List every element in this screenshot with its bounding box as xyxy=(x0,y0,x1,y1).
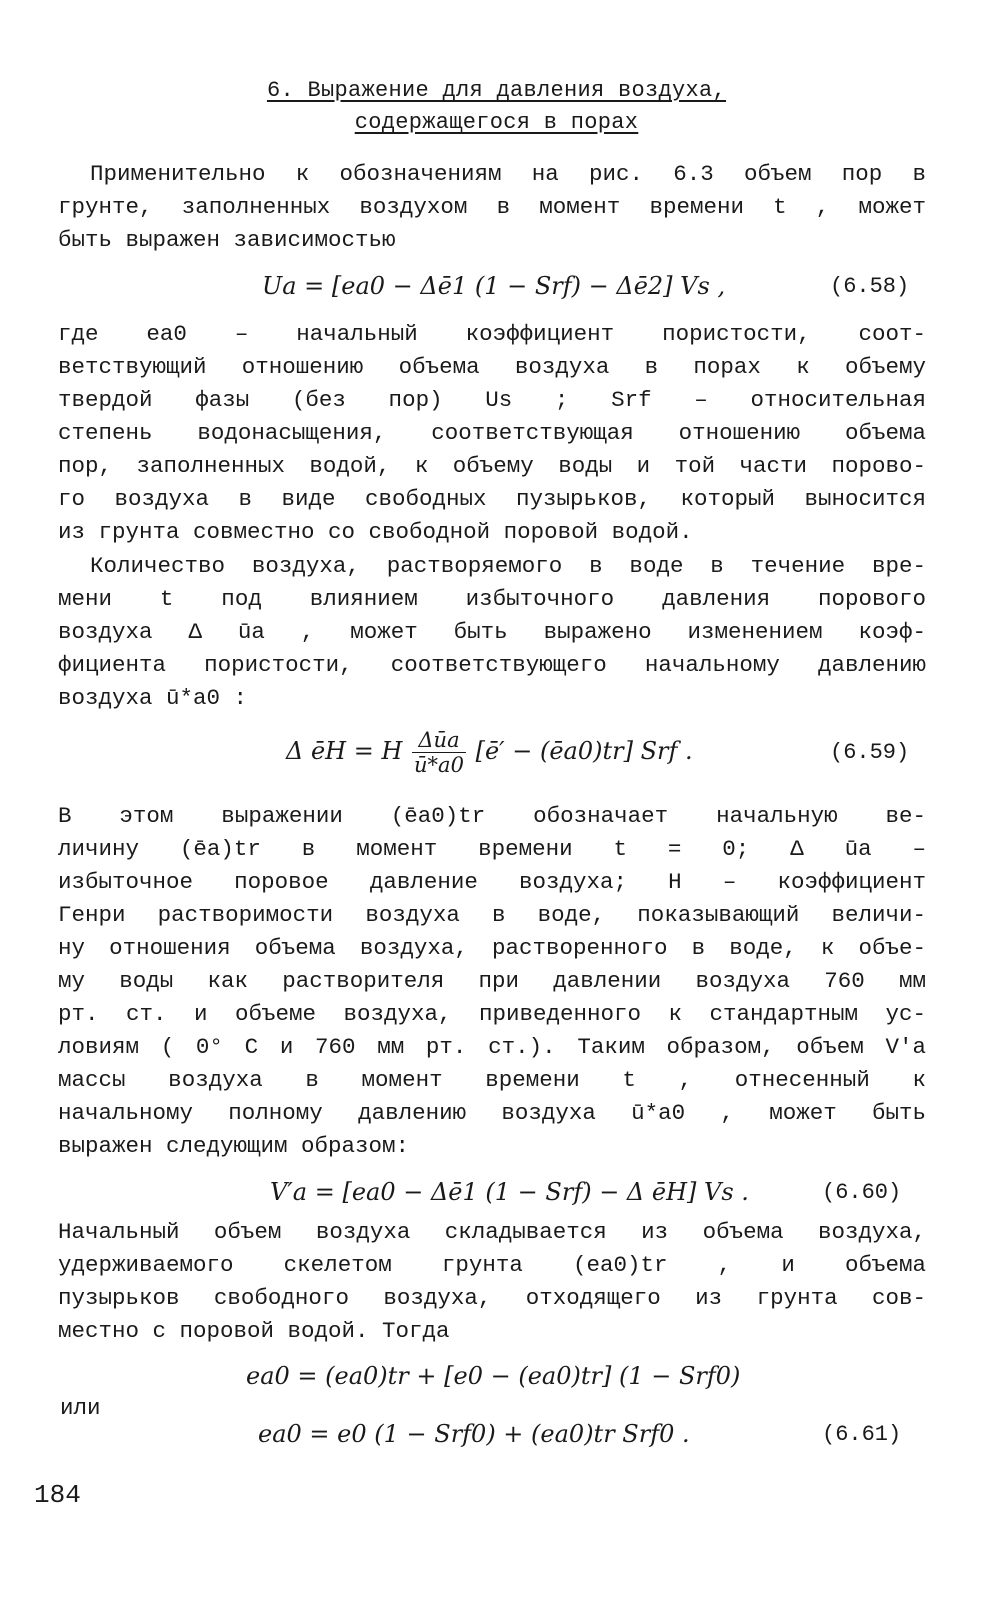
p4-line-9: массы воздуха в момент времени t , отнесенный к xyxy=(58,1067,926,1093)
p4-line-7: рт. ст. и объеме воздуха, приведенного к стандартным ус- xyxy=(58,1001,926,1027)
eq59-numerator: Δūa xyxy=(412,728,466,753)
equation-number-6-61: (6.61) xyxy=(822,1422,902,1447)
equation-number-6-59: (6.59) xyxy=(830,740,910,765)
p4-line-5: ну отношения объема воздуха, растворенного в воде, к объе- xyxy=(58,935,926,961)
page-number: 184 xyxy=(34,1480,81,1510)
equation-6-58: Ua = [ea0 − Δē1 (1 − Srf) − Δē2] Vs , xyxy=(262,272,726,300)
equation-number-6-58: (6.58) xyxy=(830,274,910,299)
p4-line-1: В этом выражении (ēa0)tr обозначает начальную ве- xyxy=(58,803,926,829)
equation-6-60: V′a = [ea0 − Δē1 (1 − Srf) − Δ ēH] Vs . xyxy=(270,1178,749,1206)
p5-line-4: местно с поровой водой. Тогда xyxy=(58,1318,450,1344)
equation-6-61a: ea0 = (ea0)tr + [e0 − (ea0)tr] (1 − Srf0) xyxy=(246,1362,741,1390)
or-word: или xyxy=(60,1395,101,1421)
eq59-fraction xyxy=(412,728,466,777)
p3-line-3: воздуха Δ ūa , может быть выражено изменением коэф- xyxy=(58,619,926,645)
p3-line-1: Количество воздуха, растворяемого в воде в течение вре- xyxy=(90,553,926,579)
equation-6-61b: ea0 = e0 (1 − Srf0) + (ea0)tr Srf0 . xyxy=(258,1420,690,1448)
p2-line-1: где ea0 – начальный коэффициент пористости, соот- xyxy=(58,321,926,347)
p2-line-4: степень водонасыщения, соответствующая отношению объема xyxy=(58,420,926,446)
p2-line-5: пор, заполненных водой, к объему воды и той части порово- xyxy=(58,453,926,479)
p3-line-4: фициента пористости, соответствующего начальному давлению xyxy=(58,652,926,678)
eq59-left: Δ ēH = H xyxy=(286,737,403,765)
section-heading-line1: 6. Выражение для давления воздуха, xyxy=(266,78,727,103)
p3-line-5: воздуха ū*a0 : xyxy=(58,685,248,711)
eq59-right: [ē′ − (ēa0)tr] Srf . xyxy=(475,737,693,765)
p2-line-2: ветствующий отношению объема воздуха в порах к объему xyxy=(58,354,926,380)
p5-line-3: пузырьков свободного воздуха, отходящего из грунта сов- xyxy=(58,1285,926,1311)
p1-line-1: Применительно к обозначениям на рис. 6.3 объем пор в xyxy=(90,161,926,187)
p3-line-2: мени t под влиянием избыточного давления порового xyxy=(58,586,926,612)
equation-6-59 xyxy=(286,728,693,777)
p4-line-4: Генри растворимости воздуха в воде, показывающий величи- xyxy=(58,902,926,928)
p1-line-3: быть выражен зависимостью xyxy=(58,227,396,253)
p4-line-8: ловиям ( 0° С и 760 мм рт. ст.). Таким образом, объем V′a xyxy=(58,1034,926,1060)
p2-line-7: из грунта совместно со свободной поровой водой. xyxy=(58,519,693,545)
p4-line-6: му воды как растворителя при давлении воздуха 760 мм xyxy=(58,968,926,994)
p2-line-6: го воздуха в виде свободных пузырьков, который выносится xyxy=(58,486,926,512)
equation-number-6-60: (6.60) xyxy=(822,1180,902,1205)
p4-line-11: выражен следующим образом: xyxy=(58,1133,410,1159)
p4-line-3: избыточное поровое давление воздуха; H – коэффициент xyxy=(58,869,926,895)
p5-line-1: Начальный объем воздуха складывается из объема воздуха, xyxy=(58,1219,926,1245)
p4-line-2: личину (ēa)tr в момент времени t = 0; Δ ūa – xyxy=(58,836,926,862)
eq59-denominator: ū*a0 xyxy=(414,753,464,777)
p5-line-2: удерживаемого скелетом грунта (ea0)tr , и объема xyxy=(58,1252,926,1278)
p1-line-2: грунте, заполненных воздухом в момент времени t , может xyxy=(58,194,926,220)
section-heading-line2: содержащегося в порах xyxy=(354,110,639,135)
p2-line-3: твердой фазы (без пор) Us ; Srf – относительная xyxy=(58,387,926,413)
p4-line-10: начальному полному давлению воздуха ū*a0 , может быть xyxy=(58,1100,926,1126)
